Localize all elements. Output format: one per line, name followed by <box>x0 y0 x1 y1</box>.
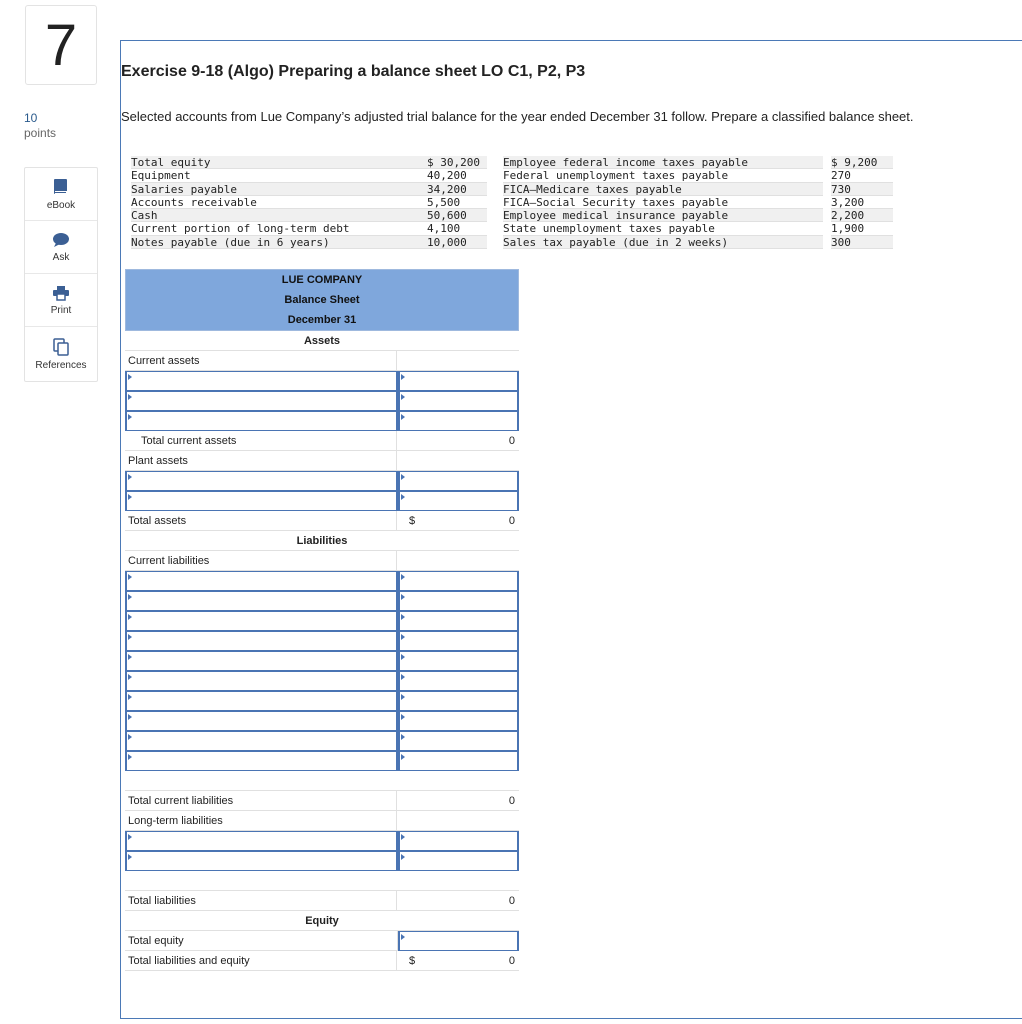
input-row <box>125 471 519 491</box>
input-row <box>125 631 519 651</box>
account-amount: 50,600 <box>427 209 487 222</box>
amount-input[interactable] <box>400 693 517 711</box>
account-amount: 5,500 <box>427 196 487 209</box>
account-name: Accounts receivable <box>131 196 431 209</box>
account-name: Total equity <box>131 156 431 169</box>
total-assets-row <box>125 511 519 531</box>
input-row <box>125 611 519 631</box>
input-row <box>125 371 519 391</box>
ask-button[interactable] <box>25 221 97 274</box>
input-row <box>125 591 519 611</box>
amount-input[interactable] <box>400 713 517 731</box>
account-name: State unemployment taxes payable <box>503 222 823 235</box>
account-input[interactable] <box>127 733 396 751</box>
account-name: Sales tax payable (due in 2 weeks) <box>503 236 823 249</box>
accounts-left-amounts <box>427 156 487 249</box>
account-name: Salaries payable <box>131 183 431 196</box>
input-row <box>125 571 519 591</box>
amount-input[interactable] <box>400 613 517 631</box>
amount-input[interactable] <box>400 653 517 671</box>
equity-heading: Equity <box>125 911 519 931</box>
statement-date: December 31 <box>287 314 357 326</box>
total-equity-input[interactable] <box>400 933 517 951</box>
current-liabilities-label: Current liabilities <box>125 551 397 570</box>
accounts-left-names <box>131 156 431 249</box>
amount-input[interactable] <box>400 633 517 651</box>
total-current-assets-value: 0 <box>508 435 515 447</box>
current-assets-label: Current assets <box>125 351 397 370</box>
account-name: FICA—Medicare taxes payable <box>503 183 823 196</box>
amount-input[interactable] <box>400 853 517 871</box>
amount-input[interactable] <box>400 413 517 431</box>
total-equity-label: Total equity <box>125 931 398 950</box>
total-equity-row <box>125 931 519 951</box>
account-name: Current portion of long-term debt <box>131 222 431 235</box>
account-input[interactable] <box>127 573 396 591</box>
amount-input[interactable] <box>400 593 517 611</box>
input-row <box>125 711 519 731</box>
print-label: Print <box>50 304 72 316</box>
account-amount: 2,200 <box>831 209 893 222</box>
print-button[interactable] <box>25 274 97 327</box>
account-amount: 40,200 <box>427 169 487 182</box>
ebook-icon <box>53 178 69 196</box>
account-input[interactable] <box>127 633 396 651</box>
input-row <box>125 491 519 511</box>
company-name: LUE COMPANY <box>281 274 363 286</box>
account-amount: 3,200 <box>831 196 893 209</box>
points-label: points <box>24 126 57 140</box>
account-amount: 270 <box>831 169 893 182</box>
account-amount: 300 <box>831 236 893 249</box>
accounts-right-names <box>503 156 823 249</box>
amount-input[interactable] <box>400 393 517 411</box>
points-info <box>24 111 56 141</box>
ebook-button[interactable] <box>25 168 97 221</box>
input-row <box>125 651 519 671</box>
amount-input[interactable] <box>400 373 517 391</box>
input-row <box>125 691 519 711</box>
input-row <box>125 851 519 871</box>
account-amount: 730 <box>831 183 893 196</box>
account-name: Employee medical insurance payable <box>503 209 823 222</box>
account-name: Cash <box>131 209 431 222</box>
account-amount: 10,000 <box>427 236 487 249</box>
current-liabilities-row <box>125 551 519 571</box>
account-name: Equipment <box>131 169 431 182</box>
input-row <box>125 831 519 851</box>
accounts-right-amounts <box>831 156 893 249</box>
input-row <box>125 731 519 751</box>
total-liabilities-equity-row <box>125 951 519 971</box>
ebook-label: eBook <box>46 199 76 211</box>
total-current-liabilities-label: Total current liabilities <box>125 791 397 810</box>
amount-input[interactable] <box>400 473 517 491</box>
account-input[interactable] <box>127 833 396 851</box>
amount-input[interactable] <box>400 733 517 751</box>
exercise-instructions: Selected accounts from Lue Company’s adjusted trial balance for the year ended December 31 follow. Prepare a classified balance sheet. <box>121 109 914 124</box>
references-label: References <box>35 359 87 371</box>
points-value: 10 <box>24 111 38 125</box>
account-name: FICA—Social Security taxes payable <box>503 196 823 209</box>
references-button[interactable] <box>25 327 97 381</box>
account-name: Notes payable (due in 6 years) <box>131 236 431 249</box>
total-liabilities-equity-value: 0 <box>508 955 515 967</box>
ask-label: Ask <box>52 251 70 263</box>
input-row <box>125 411 519 431</box>
account-input[interactable] <box>127 653 396 671</box>
account-input[interactable] <box>127 853 396 871</box>
total-liabilities-value: 0 <box>508 895 515 907</box>
input-row <box>125 751 519 771</box>
amount-input[interactable] <box>400 833 517 851</box>
current-assets-row <box>125 351 519 371</box>
account-amount: 4,100 <box>427 222 487 235</box>
total-assets-label: Total assets <box>125 511 397 530</box>
total-current-assets-label: Total current assets <box>125 431 397 450</box>
account-input[interactable] <box>127 673 396 691</box>
plant-assets-label: Plant assets <box>125 451 397 470</box>
account-input[interactable] <box>127 593 396 611</box>
dollar-sign: $ <box>409 955 416 967</box>
exercise-title: Exercise 9-18 (Algo) Preparing a balance sheet LO C1, P2, P3 <box>121 63 586 80</box>
account-amount: $ 30,200 <box>427 156 487 169</box>
long-term-liabilities-row <box>125 811 519 831</box>
amount-input[interactable] <box>400 573 517 591</box>
total-liabilities-label: Total liabilities <box>125 891 397 910</box>
account-amount: 1,900 <box>831 222 893 235</box>
plant-assets-row <box>125 451 519 471</box>
references-icon <box>53 338 69 356</box>
input-row <box>125 671 519 691</box>
total-liabilities-row <box>125 891 519 911</box>
total-assets-value: 0 <box>508 515 515 527</box>
account-input[interactable] <box>127 493 396 511</box>
liabilities-heading: Liabilities <box>125 531 519 551</box>
balance-sheet-header <box>125 269 519 331</box>
account-input[interactable] <box>127 413 396 431</box>
account-name: Employee federal income taxes payable <box>503 156 823 169</box>
tools-panel <box>24 167 98 382</box>
total-current-assets-row <box>125 431 519 451</box>
balance-sheet-form <box>125 269 519 971</box>
total-liabilities-equity-label: Total liabilities and equity <box>125 951 397 970</box>
amount-input[interactable] <box>400 673 517 691</box>
account-input[interactable] <box>127 753 396 771</box>
ask-icon <box>52 232 70 248</box>
account-input[interactable] <box>127 713 396 731</box>
account-input[interactable] <box>127 613 396 631</box>
total-current-liabilities-value: 0 <box>508 795 515 807</box>
account-input[interactable] <box>127 693 396 711</box>
account-amount: 34,200 <box>427 183 487 196</box>
dollar-sign: $ <box>409 515 416 527</box>
account-input[interactable] <box>127 393 396 411</box>
total-current-liabilities-row <box>125 791 519 811</box>
amount-input[interactable] <box>400 493 517 511</box>
account-name: Federal unemployment taxes payable <box>503 169 823 182</box>
account-input[interactable] <box>127 373 396 391</box>
account-input[interactable] <box>127 473 396 491</box>
question-panel <box>120 40 1022 1019</box>
statement-name: Balance Sheet <box>284 294 360 306</box>
account-amount: $ 9,200 <box>831 156 893 169</box>
question-number: 7 <box>25 5 97 85</box>
assets-heading: Assets <box>125 331 519 351</box>
amount-input[interactable] <box>400 753 517 771</box>
long-term-liabilities-label: Long-term liabilities <box>125 811 397 830</box>
input-row <box>125 391 519 411</box>
print-icon <box>52 285 70 301</box>
